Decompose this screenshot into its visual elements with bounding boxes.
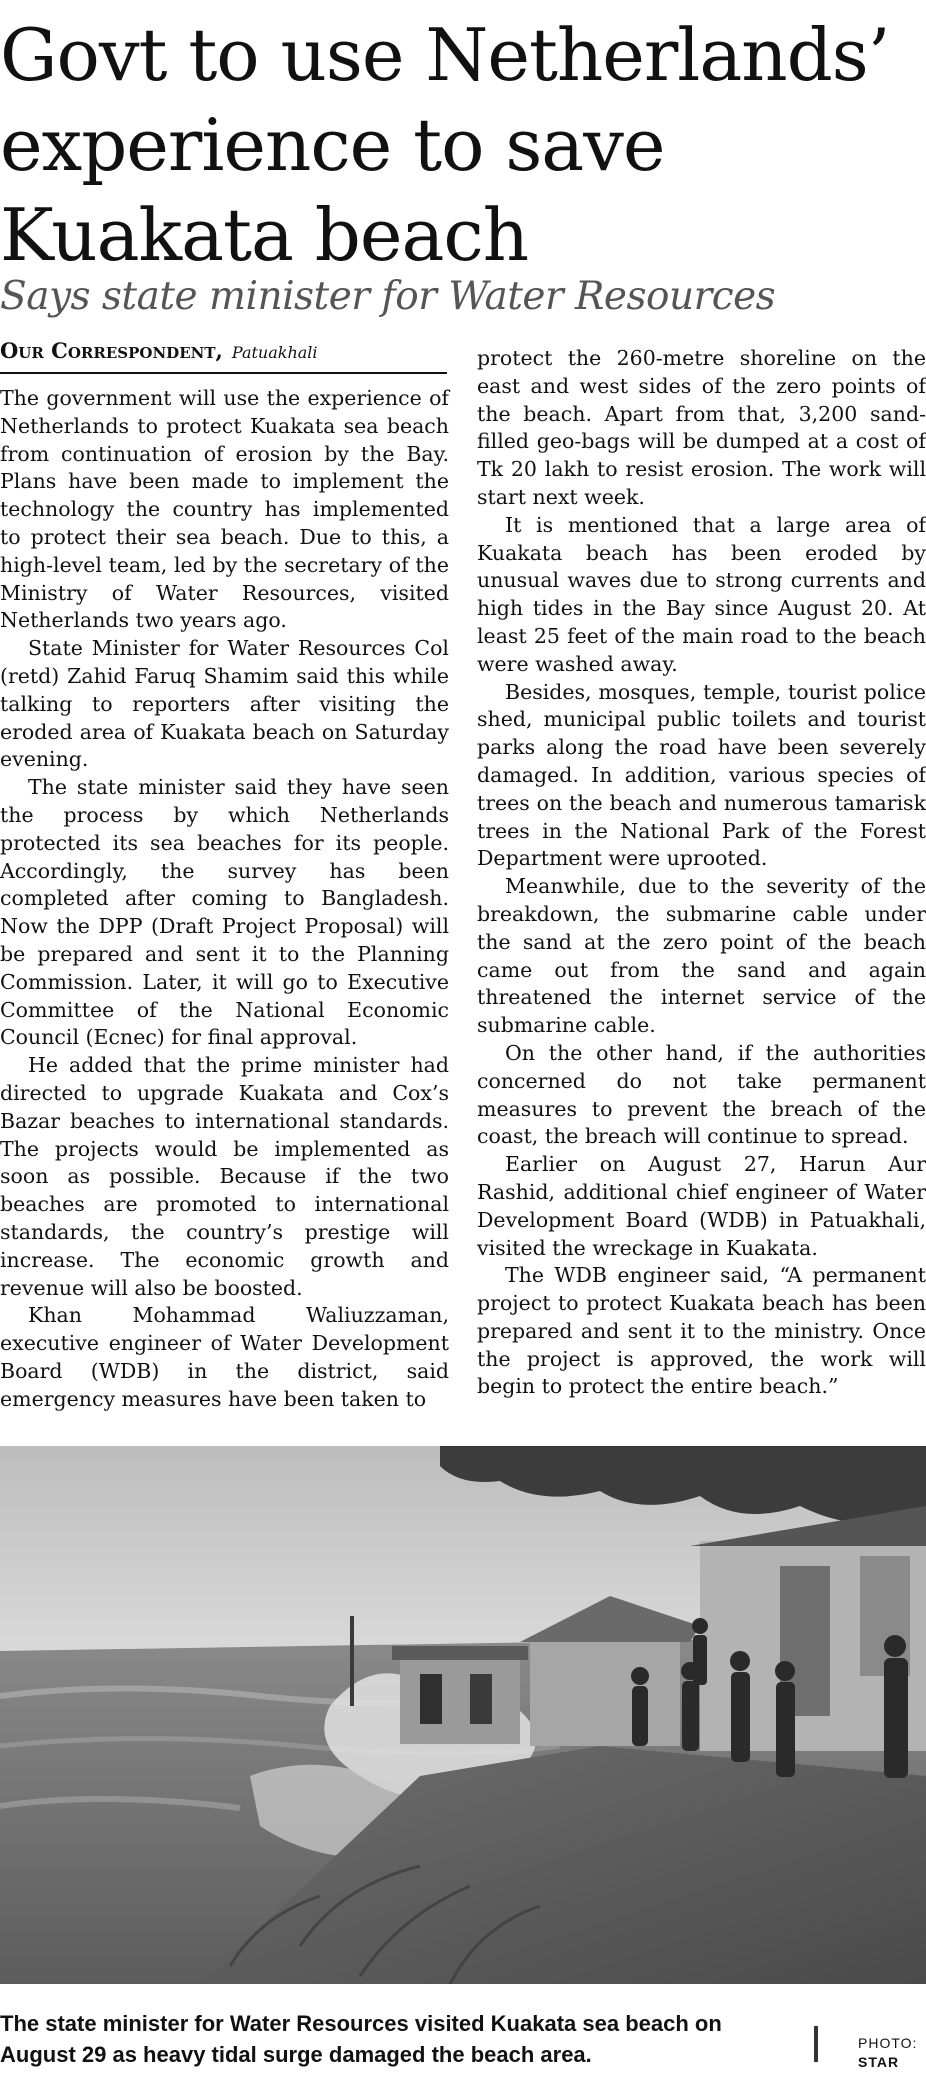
- headline: [0, 10, 926, 280]
- headline-line: experience to save: [0, 103, 665, 187]
- body-column-left: [0, 385, 449, 1413]
- paragraph: protect the 260-metre shoreline on the east and west sides of the zero points of the beach. Apart from that, 3,200 sand-filled geo-bags will be dumped at a cost of Tk 20 lakh to resist erosion. The work will start next week.: [477, 346, 926, 509]
- photo-caption: The state minister for Water Resources visited Kuakata sea beach on August 29 as heavy tidal surge damaged the beach area.: [0, 2011, 722, 2067]
- paragraph: Meanwhile, due to the severity of the breakdown, the submarine cable under the sand at the zero point of the beach came out from the sand and again threatened the internet service of the submarine cable.: [477, 874, 926, 1038]
- headline-line: Govt to use Netherlands’: [0, 13, 890, 97]
- paragraph: The government will use the experience of Netherlands to protect Kuakata sea beach from continuation of erosion by the Bay. Plans have been made to implement the technology the country has implemented to protect their sea beach. Due to this, a high-level team, led by the secretary of the Ministry of Water Resources, visited Netherlands two years ago.: [0, 386, 449, 633]
- byline: [0, 338, 447, 374]
- paragraph: He added that the prime minister had directed to upgrade Kuakata and Cox’s Bazar beaches to international standards. The projects would be implemented as soon as possible. Because if the two beaches are promoted to international standards, the country’s prestige will increase. The economic growth and revenue will also be boosted.: [0, 1053, 449, 1300]
- body-column-right: [477, 345, 926, 1401]
- paragraph: Besides, mosques, temple, tourist police shed, municipal public toilets and tourist parks along the road have been severely damaged. In addition, various species of trees on the beach and numerous tamarisk trees in the National Park of the Forest Department were uprooted.: [477, 679, 926, 871]
- paragraph: The state minister said they have seen the process by which Netherlands protected its sea beaches for its people. Accordingly, the survey has been completed after coming to Bangladesh. Now the DPP (Draft Project Proposal) will be prepared and sent it to the Planning Commission. Later, it will go to Executive Committee of the National Economic Council (Ecnec) for final approval.: [0, 775, 449, 1050]
- byline-name: Our Correspondent,: [0, 338, 223, 363]
- paragraph: The WDB engineer said, “A permanent project to protect Kuakata beach has been prepared and sent it to the ministry. Once the project is approved, the work will begin to protect the entire beach.”: [477, 1263, 926, 1399]
- beach-photo: [0, 1446, 926, 1984]
- byline-place: Patuakhali: [231, 343, 318, 362]
- photo-credit: [858, 2034, 917, 2072]
- subheadline: Says state minister for Water Resources: [0, 274, 776, 319]
- paragraph: State Minister for Water Resources Col (retd) Zahid Faruq Shamim said this while talking to reporters after visiting the eroded area of Kuakata beach on Saturday evening.: [0, 636, 449, 772]
- paragraph: Earlier on August 27, Harun Aur Rashid, additional chief engineer of Water Development Board (WDB) in Patuakhali, visited the wreckage in Kuakata.: [477, 1152, 926, 1260]
- credit-divider: [814, 2026, 818, 2062]
- beach-photo-illustration: [0, 1446, 926, 1984]
- photo-credit-label: PHOTO:: [858, 2035, 918, 2051]
- photo-credit-source: STAR: [858, 2054, 900, 2070]
- headline-line: Kuakata beach: [0, 193, 529, 277]
- paragraph: On the other hand, if the authorities concerned do not take permanent measures to prevent the breach of the coast, the breach will continue to spread.: [477, 1040, 926, 1149]
- paragraph: It is mentioned that a large area of Kuakata beach has been eroded by unusual waves due to strong currents and high tides in the Bay since August 20. At least 25 feet of the main road to the beach were washed away.: [477, 512, 926, 676]
- paragraph: Khan Mohammad Waliuzzaman, executive engineer of Water Development Board (WDB) in the district, said emergency measures have been taken to: [0, 1303, 449, 1411]
